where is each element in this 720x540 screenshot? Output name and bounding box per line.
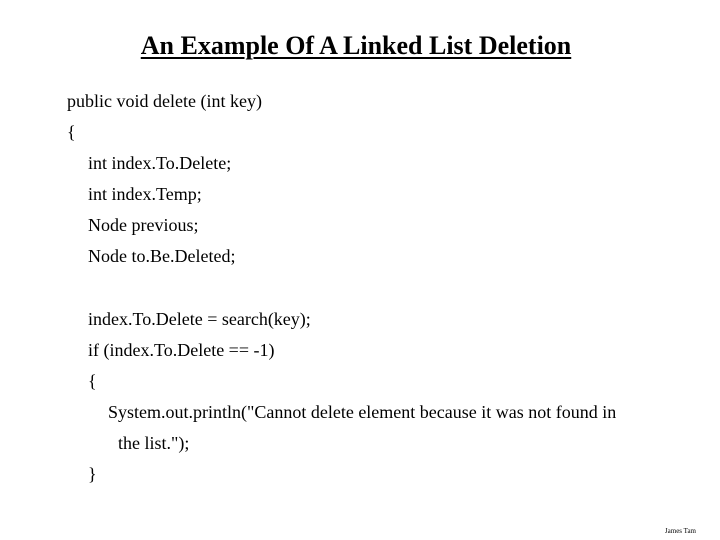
code-line-print-statement-continued: the list.");: [118, 433, 190, 453]
code-line-method-signature: public void delete (int key): [67, 91, 262, 111]
slide-title: An Example Of A Linked List Deletion: [140, 31, 572, 60]
code-line-declare-previous: Node previous;: [88, 215, 199, 235]
code-line-if-condition: if (index.To.Delete == -1): [88, 340, 275, 360]
code-line-if-open-brace: {: [88, 371, 97, 391]
code-line-search-call: index.To.Delete = search(key);: [88, 309, 311, 329]
code-line-print-statement: System.out.println("Cannot delete element because it was not found in: [108, 402, 617, 422]
code-line-if-close-brace: }: [88, 464, 97, 484]
code-line-declare-to-be-deleted: Node to.Be.Deleted;: [88, 246, 236, 266]
code-line-open-brace: {: [67, 122, 76, 142]
code-line-declare-index-temp: int index.Temp;: [88, 184, 202, 204]
author-footer: James Tam: [664, 527, 696, 535]
code-line-declare-index-to-delete: int index.To.Delete;: [88, 153, 232, 173]
